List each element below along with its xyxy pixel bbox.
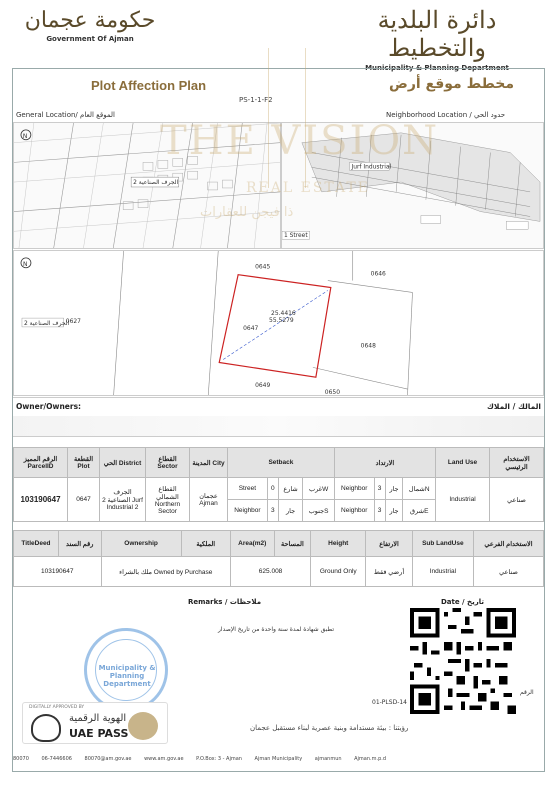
- watermark-sub: REAL ESTATE: [246, 180, 370, 196]
- header-plot: القطعة Plot: [68, 448, 100, 478]
- irtidad-value: 3: [374, 478, 385, 500]
- district-value: الجرف الصناعية 2 Jurf Industrial 2: [100, 478, 146, 522]
- footer-twitter[interactable]: ajmanmun: [314, 756, 342, 762]
- header-title-deed-ar: رقم السند: [58, 531, 101, 557]
- municipality-logo: [337, 6, 537, 72]
- header-district: الحي District: [100, 448, 146, 478]
- plot-demarcation-map[interactable]: [13, 250, 544, 396]
- land-use-value: Industrial: [436, 478, 490, 522]
- date-label: Date / تاريخ: [440, 598, 484, 606]
- sub-land-use-value: Industrial: [412, 557, 473, 587]
- government-ajman-logo: [20, 8, 160, 43]
- plot-label-0646: 0646: [370, 270, 386, 278]
- setback-value: 0: [267, 478, 278, 500]
- qr-code[interactable]: [408, 608, 518, 714]
- government-ajman-ar: حكومة عجمان: [24, 8, 156, 33]
- plot-details-table: [13, 447, 544, 522]
- validity-note: تطبق شهادة لمدة سنة واحدة من تاريخ الإصدار: [218, 626, 335, 633]
- irtidad-value-2: 3: [374, 500, 385, 522]
- header-area: Area(m2): [230, 531, 274, 557]
- fingerprint-icon: [31, 714, 61, 742]
- header-ownership-ar: الملكية: [181, 531, 230, 557]
- irtidad-ar-2: جار: [385, 500, 403, 522]
- document-number-label: الرقم: [520, 689, 534, 696]
- remarks-label: Remarks / ملاحظات: [188, 598, 262, 606]
- parcel-id-value: 103190647: [14, 478, 68, 522]
- plot-coordinate-lat: 25.4416: [271, 310, 296, 318]
- watermark-main: THE VISION: [160, 118, 440, 164]
- uae-emblem-icon: [128, 712, 158, 740]
- seal-inner-ring: [95, 639, 157, 701]
- header-sector: القطاع Sector: [146, 448, 190, 478]
- uae-pass-small-text: DIGITALLY APPROVED BY: [29, 705, 85, 710]
- government-ajman-en: Government Of Ajman: [46, 35, 134, 43]
- header-area-ar: المساحة: [274, 531, 311, 557]
- irtidad-dir-2: شرقE: [403, 500, 436, 522]
- north-arrow-icon: N: [22, 132, 28, 140]
- setback-dir: غربW: [303, 478, 334, 500]
- footer-contacts: [13, 756, 544, 770]
- document-number: 01-PLSD-14: [372, 699, 407, 706]
- main-use-value: صناعي: [490, 478, 544, 522]
- plot-label-0649: 0649: [255, 382, 271, 390]
- owner-label-ar: المالك / الملاك: [487, 402, 541, 411]
- municipality-ar: دائرة البلدية والتخطيط: [377, 6, 497, 62]
- height-value: Ground Only: [311, 557, 366, 587]
- plot-label-0647: 0647: [243, 324, 259, 332]
- map1-district-label: 2 الجرف الصناعية: [133, 179, 179, 187]
- vision-statement: رؤيتنا : بيئة مستدامة وبنية عصرية لبناء مستقبل عجمان: [250, 724, 409, 732]
- setback-label: Street: [228, 478, 268, 500]
- general-location-label: General Location/ الموقع العام: [16, 111, 115, 119]
- header-title-deed: TitleDeed: [14, 531, 59, 557]
- footer-instagram[interactable]: Ajman.m.p.d: [354, 756, 387, 762]
- map2-district-label: Jurf Industrial: [351, 164, 392, 171]
- plot-district-label: 2 الجرف الصناعية: [23, 319, 70, 327]
- irtidad-ar: جار: [385, 478, 403, 500]
- plot-label-0627: 0627: [65, 318, 82, 325]
- title-ar: مخطط موقع أرض: [388, 76, 514, 92]
- header-height-ar: الارتفاع: [366, 531, 412, 557]
- header-main-use: الاستخدام الرئيسي: [490, 448, 544, 478]
- municipality-seal: [84, 628, 168, 712]
- ownership-value: ملك بالشراء Owned by Purchase: [101, 557, 230, 587]
- footer-phone-short: 80070: [13, 756, 29, 762]
- header-parcel-id: الرقم المميز ParcelID: [14, 448, 68, 478]
- uae-pass-en: UAE PASS: [69, 727, 129, 740]
- map2-street-label: 1 Street: [283, 233, 308, 240]
- header-sub-land-use: Sub LandUse: [412, 531, 473, 557]
- title-en: Plot Affection Plan: [91, 78, 207, 93]
- area-value: 625.008: [230, 557, 310, 587]
- footer-facebook[interactable]: Ajman Municipality: [254, 756, 303, 762]
- watermark-ar: ذا فيجن للعقارات: [200, 205, 294, 220]
- neighborhood-location-label: Neighborhood Location / حدود الحي: [386, 111, 506, 119]
- sector-value: القطاع الشمالي Northern Sector: [146, 478, 190, 522]
- plot-label-0648: 0648: [360, 342, 376, 350]
- plot-label-0650: 0650: [324, 389, 341, 395]
- header-ownership: Ownership: [101, 531, 181, 557]
- municipality-en: Municipality & Planning Department: [365, 64, 509, 72]
- owner-row: [13, 397, 544, 437]
- irtidad-label: Neighbor: [334, 478, 374, 500]
- title-deed-table: [13, 530, 544, 587]
- header-setback: Setback: [228, 448, 335, 478]
- plot-coordinate-lon: 55.5279: [269, 317, 294, 325]
- title-deed-value: 103190647: [14, 557, 102, 587]
- city-value: عجمان Ajman: [190, 478, 228, 522]
- reference-number: PS-1-1-F2: [239, 96, 273, 104]
- header-irtidad: الارتداد: [334, 448, 435, 478]
- height-value-ar: أرضي فقط: [366, 557, 412, 587]
- header-height: Height: [311, 531, 366, 557]
- header-land-use: Land Use: [436, 448, 490, 478]
- setback-label-2: Neighbor: [228, 500, 268, 522]
- plot-value: 0647: [68, 478, 100, 522]
- footer-phone: 06-7446606: [41, 756, 72, 762]
- owner-value-redacted: [13, 416, 544, 436]
- north-arrow-icon-2: N: [22, 260, 28, 268]
- plot-label-0645: 0645: [255, 263, 271, 271]
- uae-pass-ar: الهوية الرقمية: [69, 713, 127, 724]
- footer-pobox: P.O.Box: 3 - Ajman: [196, 756, 242, 762]
- sub-land-use-value-ar: صناعي: [473, 557, 543, 587]
- header-sub-land-use-ar: الاستخدام الفرعي: [473, 531, 543, 557]
- setback-ar-2: جار: [278, 500, 303, 522]
- seal-text: Municipality & Planning Department: [98, 664, 156, 688]
- owner-label-en: Owner/Owners:: [16, 402, 82, 411]
- header-city: المدينة City: [190, 448, 228, 478]
- setback-dir-2: جنوبS: [303, 500, 334, 522]
- setback-value-2: 3: [267, 500, 278, 522]
- footer-website[interactable]: www.am.gov.ae: [144, 756, 184, 762]
- irtidad-dir: شمالN: [403, 478, 436, 500]
- irtidad-label-2: Neighbor: [334, 500, 374, 522]
- footer-email[interactable]: 80070@am.gov.ae: [84, 756, 132, 762]
- setback-ar: شارع: [278, 478, 303, 500]
